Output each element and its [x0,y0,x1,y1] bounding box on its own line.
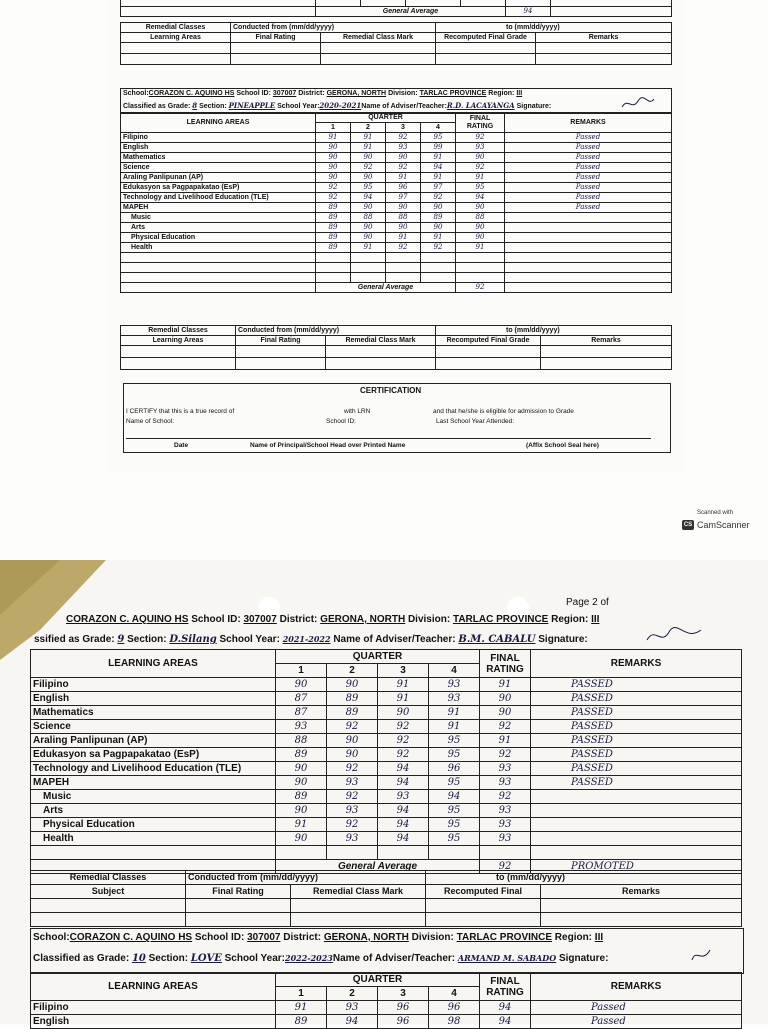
grade8-school: CORAZON C. AQUINO HS [148,90,235,97]
grade10-class-line: Classified as Grade: 10 Section: LOVE School Year:2022-2023Name of Adviser/Teacher: ARMAND M. SABADO Signature: [33,953,609,964]
table-row: English 89 94 96 98 94 Passed [31,1015,742,1029]
grade8-school-line: School:CORAZON C. AQUINO HS School ID: 307007 District: GERONA, NORTH Division: TARLAC PROVINCE Region: III [123,90,523,97]
remedial-classes-label: Remedial Classes [121,23,231,33]
grade9-general-average-value: 92 [480,860,531,874]
table-row: Science 93 92 92 91 92 PASSED [31,720,742,734]
table-row: Music 89 92 93 94 92 [31,790,742,804]
report-card-page-1: General Average 94 Remedial Classes Conducted from (mm/dd/yyyy) to (mm/dd/yyyy) Learning Areas Final Rating Remedial Class Mark Recomputed Final Grade Remarks School:CORAZON C. AQUINO HS School ID: 307007 District: GERONA, NORTH Division: TARLAC PROVINCE Region: III Classified as Grade: 8 Section: PINEAPPLE School Year:2020-2021Name of Adviser/Teacher:R.D. LACAYANGA Signature: LEARNING AREAS QUARTER FINAL RATING REMARKS 1 2 3 4 Filipino 91 91 92 95 92 Passed English 90 91 93 99 93 Passed Mathematics 90 90 90 91 90 Passed Science 90 92 92 94 92 Passed Araling Panlipunan (AP) 90 90 91 91 91 Passed Edukasyon sa Pagpapakatao (EsP) 92 95 96 97 95 Passed Technology and Livelihood Education (TLE) 92 94 97 92 94 Passed MAPEH 89 90 90 90 90 Passed Music 89 88 88 89 88 Arts 89 90 90 90 90 Physical Education 89 90 91 91 90 Health 89 91 92 92 91 General Average 92 Remedial Classes Conducted from (mm/dd/yyyy) to (mm/dd/yyyy) Learning Areas Final Rating Remedial Class Mark Recomputed Final Grade Remarks CERTIFICATION I CERTIFY that this is a true record of with LRN and that he/she is eligible for admission to Grade Name of School: School ID: Last School Year Attended: Date Name of Principal/School Head over Printed Name (Affix School Seal here) [108,0,684,472]
grade9-class-line: ssified as Grade: 9 Section: D.Silang School Year: 2021-2022 Name of Adviser/Teacher: B.M. CABALU Signature: [34,634,588,645]
scanned-with-label: Scanned with [697,510,734,516]
grade8-col-final-rating: FINAL RATING [456,113,505,133]
table-row: Technology and Livelihood Education (TLE) 90 92 94 96 93 PASSED [31,762,742,776]
col-final-rating: Final Rating [231,33,321,43]
table-row: Filipino 91 93 96 96 94 Passed [31,1001,742,1015]
grade8-general-average-value: 92 [456,283,505,293]
grade8-school-year: 2020-2021 [319,101,362,110]
col-remarks: Remarks [536,33,672,43]
grade8-col-q3: 3 [386,123,421,133]
table-row: Mathematics 90 90 90 91 90 Passed [121,153,672,163]
col-recomputed: Recomputed Final Grade [436,33,536,43]
table-row: Health 89 91 92 92 91 [121,243,672,253]
table-row: Arts 89 90 90 90 90 [121,223,672,233]
table-row: Science 90 92 92 94 92 Passed [121,163,672,173]
grade8-school-id: 307007 [272,90,297,97]
col-learning-areas: Learning Areas [121,33,231,43]
grade8-col-remarks: REMARKS [505,113,672,133]
table-row: Technology and Livelihood Education (TLE) 92 94 97 92 94 Passed [121,193,672,203]
table-row: Araling Panlipunan (AP) 90 90 91 91 91 Passed [121,173,672,183]
camscanner-badge [682,520,750,530]
grade8-class-line: Classified as Grade: 8 Section: PINEAPPLE School Year:2020-2021Name of Adviser/Teacher:R.D. LACAYANGA Signature: [123,101,552,110]
grade8-adviser: R.D. LACAYANGA [446,101,515,110]
grade7-remedial-table [120,22,672,65]
grade8-district: GERONA, NORTH [326,90,387,97]
camscanner-brand: CamScanner [697,520,750,530]
grade8-col-quarter: QUARTER [316,113,456,123]
general-average-value: 94 [506,7,551,17]
table-row: Filipino 91 91 92 95 92 Passed [121,133,672,143]
table-row: Health 90 93 94 95 93 [31,832,742,846]
grade8-col-q2: 2 [351,123,386,133]
page-number: Page 2 of [566,597,609,608]
conducted-to-label: to (mm/dd/yyyy) [436,23,672,33]
grade8-grade: 8 [192,101,198,110]
camscanner-logo-icon: CS [683,522,693,528]
grade9-school-line: CORAZON C. AQUINO HS School ID: 307007 District: GERONA, NORTH Division: TARLAC PROVINCE Region: III [66,614,600,625]
report-card-page-2 [0,560,768,1027]
conducted-from-label: Conducted from (mm/dd/yyyy) [231,23,436,33]
general-average-label: General Average [316,7,506,17]
grade10-signature [690,948,714,964]
grade8-col-q1: 1 [316,123,351,133]
table-row: Mathematics 87 89 90 91 90 PASSED [31,706,742,720]
table-row: MAPEH 89 90 90 90 90 Passed [121,203,672,213]
table-row: English 87 89 91 93 90 PASSED [31,692,742,706]
table-row: Edukasyon sa Pagpapakatao (EsP) 89 90 92 95 92 PASSED [31,748,742,762]
grade9-general-average-label: General Average [276,860,480,874]
grade8-remedial-table: Remedial Classes Conducted from (mm/dd/yyyy) to (mm/dd/yyyy) Learning Areas Final Rating Remedial Class Mark Recomputed Final Grade Remarks [120,325,672,370]
grade8-division: TARLAC PROVINCE [419,90,487,97]
grade8-col-learning-areas: LEARNING AREAS [121,113,316,133]
grade8-region: III [516,90,523,97]
grade8-general-average-label: General Average [316,283,456,293]
grade9-remedial-table: Remedial Classes Conducted from (mm/dd/yyyy) to (mm/dd/yyyy) Subject Final Rating Remedial Class Mark Recomputed Final Remarks [30,870,742,927]
certification-title: CERTIFICATION [360,386,422,395]
grade9-general-average-remark: PROMOTED [531,860,742,874]
grade9-grades-table: LEARNING AREAS QUARTER FINAL RATING REMARKS 1 2 3 4 Filipino 90 90 91 93 91 PASSED English 87 89 91 93 90 PASSED Mathematics 87 89 90 91 90 PASSED Science 93 92 92 91 92 PASSED Araling Panlipunan (AP) 88 90 92 95 91 PASSED Edukasyon sa Pagpapakatao (EsP) 89 90 92 95 92 PASSED Technology and Livelihood Education (TLE) 90 92 94 96 93 PASSED MAPEH 90 93 94 95 93 PASSED Music 89 92 93 94 92 Arts 90 93 94 95 93 Physical Education 91 92 94 95 93 Health 90 93 94 95 93 General Average 92 PROMOTED [30,649,742,874]
grade8-grades-table [120,112,672,293]
grade7-footer-table [120,0,672,17]
table-row: Edukasyon sa Pagpapakatao (EsP) 92 95 96 97 95 Passed [121,183,672,193]
col-remedial-mark: Remedial Class Mark [321,33,436,43]
table-row: English 90 91 93 99 93 Passed [121,143,672,153]
grade8-section: PINEAPPLE [228,101,276,110]
table-row: Arts 90 93 94 95 93 [31,804,742,818]
table-row: MAPEH 90 93 94 95 93 PASSED [31,776,742,790]
table-row: Filipino 90 90 91 93 91 PASSED [31,678,742,692]
grade8-signature [620,97,656,111]
table-row: Music 89 88 88 89 88 [121,213,672,223]
grade10-school-line: School:CORAZON C. AQUINO HS School ID: 307007 District: GERONA, NORTH Division: TARLAC PROVINCE Region: III [33,932,604,943]
grade8-col-q4: 4 [421,123,456,133]
table-row: Physical Education 91 92 94 95 93 [31,818,742,832]
table-row: Araling Panlipunan (AP) 88 90 92 95 91 PASSED [31,734,742,748]
table-row: Physical Education 89 90 91 91 90 [121,233,672,243]
grade10-grades-table: LEARNING AREAS QUARTER FINAL RATING REMARKS 1 2 3 4 Filipino 91 93 96 96 94 Passed English 89 94 96 98 94 Passed [30,972,742,1029]
grade9-signature [645,626,705,646]
